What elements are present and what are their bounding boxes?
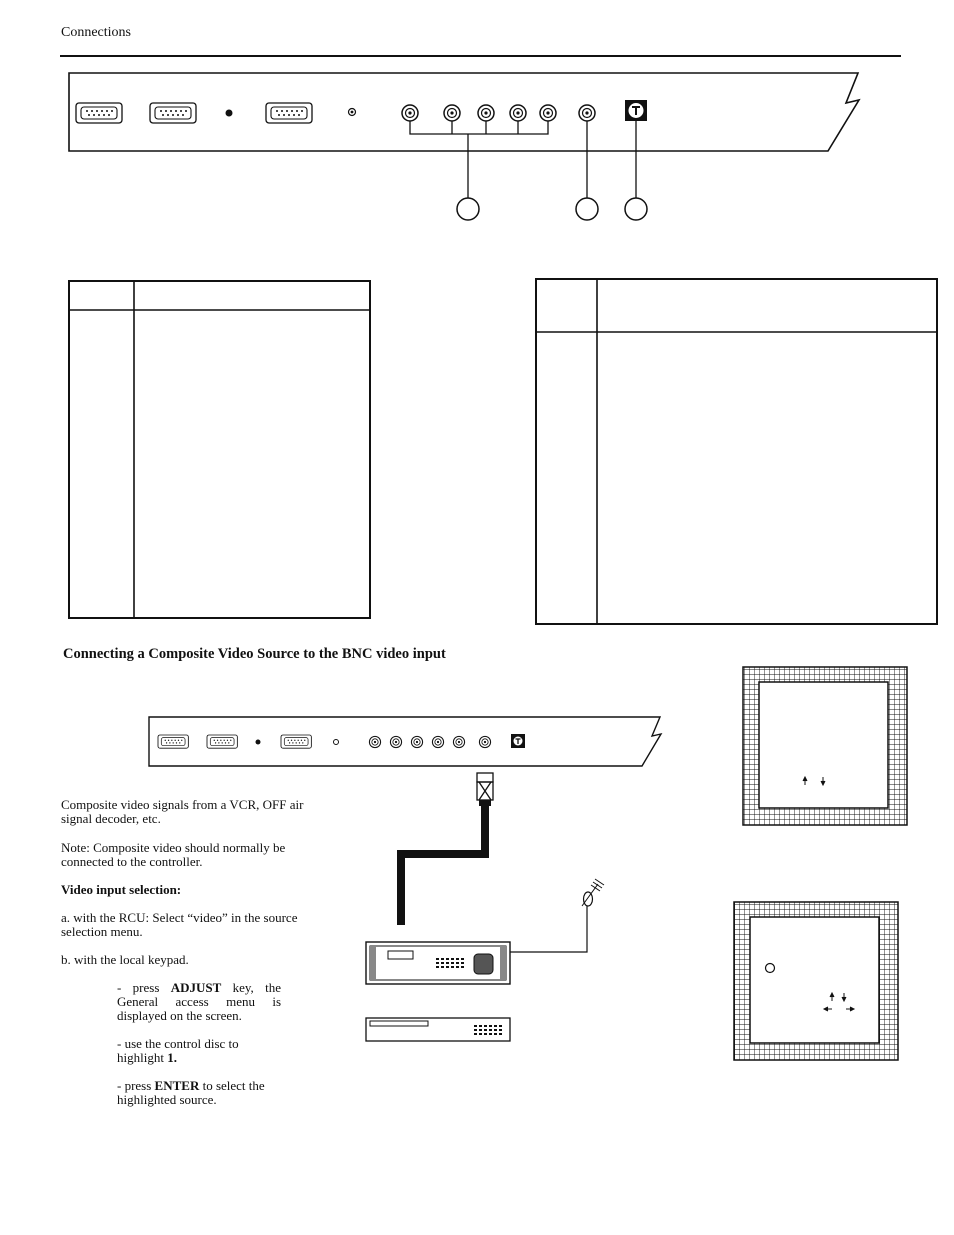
callout-circle-2 (576, 198, 598, 220)
callout-circle-1 (457, 198, 479, 220)
adjust-key: ADJUST (170, 980, 222, 995)
right-table (536, 279, 937, 624)
option-b: b. with the local keypad. (61, 952, 189, 967)
step-highlight-pre: - use the control disc to highlight (117, 1036, 239, 1065)
step-adjust (117, 981, 281, 1023)
dsub-connector-2 (150, 103, 196, 123)
menu-screen-grid-2 (734, 902, 898, 1060)
highlight-number: 1. (167, 1050, 177, 1065)
bottom-rear-panel (149, 717, 661, 766)
step-highlight (117, 1037, 281, 1065)
enter-key: ENTER (154, 1078, 200, 1093)
step-enter-pre: - press (117, 1078, 155, 1093)
selection-heading: Video input selection: (61, 882, 182, 897)
bnc-hsync (510, 105, 526, 121)
decoder-device (366, 1018, 510, 1041)
page-header: Connections (61, 25, 131, 40)
step-enter-post: to select the highlighted source. (117, 1078, 265, 1107)
bnc-video (579, 105, 595, 121)
option-a: a. with the RCU: Select “video” in the source selection menu. (61, 910, 298, 939)
callout-circle-3 (625, 198, 647, 220)
step-adjust-pre: - press (117, 980, 171, 995)
bnc-blue (478, 105, 494, 121)
step-adjust-post: key, the General access menu is displayed on the screen. (117, 980, 281, 1023)
led-indicator (226, 110, 233, 117)
source-description: Composite video signals from a VCR, OFF air signal decoder, etc. (61, 797, 304, 826)
antenna-icon (510, 879, 604, 952)
dsub-connector-1 (76, 103, 122, 123)
section-title: Connecting a Composite Video Source to the BNC video input (63, 646, 446, 662)
dsub-connector-3 (266, 103, 312, 123)
bnc-green (444, 105, 460, 121)
top-rear-panel (69, 73, 859, 220)
left-table (69, 281, 370, 618)
menu-screen-grid (743, 667, 907, 825)
bnc-red (402, 105, 418, 121)
bnc-cable (401, 773, 493, 925)
step-enter (117, 1079, 281, 1107)
bnc-vsync (540, 105, 556, 121)
note-text: Note: Composite video should normally be connected to the controller. (61, 840, 286, 869)
vcr-device (366, 942, 510, 984)
